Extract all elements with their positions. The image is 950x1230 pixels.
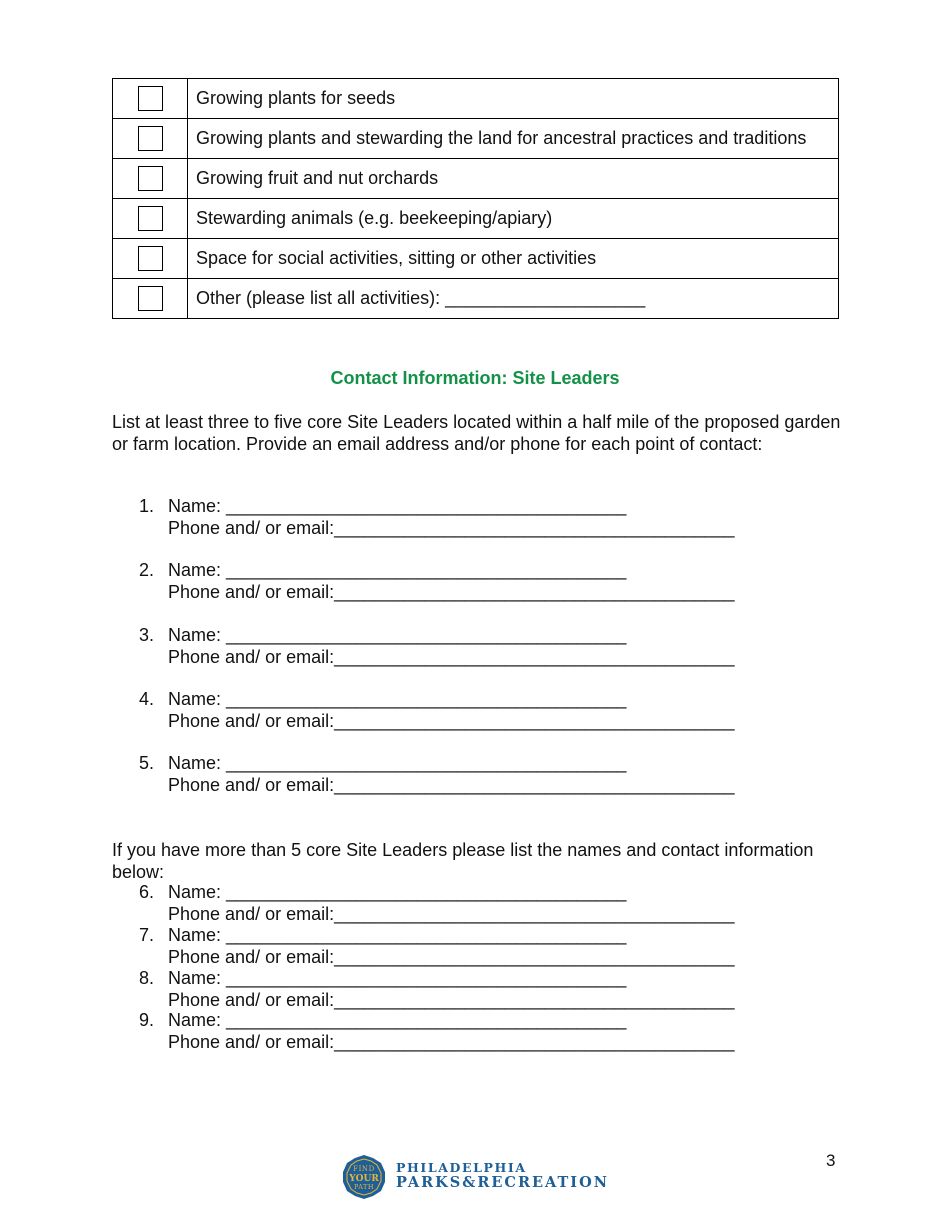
phone-email-field[interactable]: Phone and/ or email:________________________________________ [168,774,735,795]
name-field[interactable]: Name: ________________________________________ [168,882,627,902]
item-number: 6. [139,882,155,902]
phone-email-field[interactable]: Phone and/ or email:________________________________________ [168,581,735,602]
item-number: 5. [139,753,155,773]
activity-label: Space for social activities, sitting or other activities [188,239,839,279]
item-number: 7. [139,925,155,945]
svg-text:FIND: FIND [353,1165,375,1173]
badge-icon [342,1154,386,1200]
phone-email-field[interactable]: Phone and/ or email:________________________________________ [168,646,735,667]
item-number: 8. [139,968,155,988]
parks-recreation-logo [342,1152,612,1200]
name-field[interactable]: Name: ________________________________________ [168,625,627,645]
list-item [112,625,812,668]
name-field[interactable]: Name: ________________________________________ [168,560,627,580]
name-field[interactable]: Name: ________________________________________ [168,1010,627,1030]
list-item [112,496,812,539]
activity-label: Growing plants for seeds [188,79,839,119]
intro-paragraph: List at least three to five core Site Leaders located within a half mile of the proposed garden or farm location. Provide an email address and/or phone for each point of contact: [112,412,841,454]
list-item [112,753,812,796]
table-row [113,279,839,319]
name-field[interactable]: Name: ________________________________________ [168,753,627,773]
list-item [112,1010,812,1053]
item-number: 2. [139,560,155,580]
activities-table [112,78,839,319]
name-field[interactable]: Name: ________________________________________ [168,925,627,945]
section-heading: Contact Information: Site Leaders [330,368,620,388]
phone-email-field[interactable]: Phone and/ or email:________________________________________ [168,903,735,924]
table-row [113,199,839,239]
list-item [112,560,812,603]
phone-email-field[interactable]: Phone and/ or email:________________________________________ [168,710,735,731]
name-field[interactable]: Name: ________________________________________ [168,968,627,988]
list-item [112,689,812,732]
activity-checkbox[interactable] [138,246,163,271]
list-item [112,968,812,1011]
find-your-path-badge-icon [342,1154,386,1198]
phone-email-field[interactable]: Phone and/ or email:________________________________________ [168,1031,735,1052]
list-item [112,925,812,968]
activity-checkbox[interactable] [138,166,163,191]
more-leaders-paragraph: If you have more than 5 core Site Leaders please list the names and contact information below: [112,840,814,882]
table-row [113,79,839,119]
svg-text:YOUR: YOUR [349,1174,379,1184]
item-number: 9. [139,1010,155,1030]
phone-email-field[interactable]: Phone and/ or email:________________________________________ [168,946,735,967]
activity-checkbox[interactable] [138,206,163,231]
svg-text:PATH: PATH [353,1183,375,1191]
table-row [113,119,839,159]
phone-email-field[interactable]: Phone and/ or email:________________________________________ [168,517,735,538]
activity-checkbox[interactable] [138,286,163,311]
table-row [113,239,839,279]
activity-checkbox[interactable] [138,126,163,151]
page-number: 3 [826,1151,836,1170]
activity-label: Stewarding animals (e.g. beekeeping/apiary) [188,199,839,239]
name-field[interactable]: Name: ________________________________________ [168,689,627,709]
phone-email-field[interactable]: Phone and/ or email:________________________________________ [168,989,735,1010]
logo-city-text: PHILADELPHIA [396,1160,527,1175]
item-number: 4. [139,689,155,709]
item-number: 3. [139,625,155,645]
activity-label: Growing plants and stewarding the land for ancestral practices and traditions [188,119,839,159]
activity-label: Growing fruit and nut orchards [188,159,839,199]
activity-checkbox[interactable] [138,86,163,111]
table-row [113,159,839,199]
logo-dept-text: PARKS&RECREATION [396,1174,609,1191]
name-field[interactable]: Name: ________________________________________ [168,496,627,516]
list-item [112,882,812,925]
activity-label-other[interactable]: Other (please list all activities): ____________________ [188,279,839,319]
item-number: 1. [139,496,155,516]
